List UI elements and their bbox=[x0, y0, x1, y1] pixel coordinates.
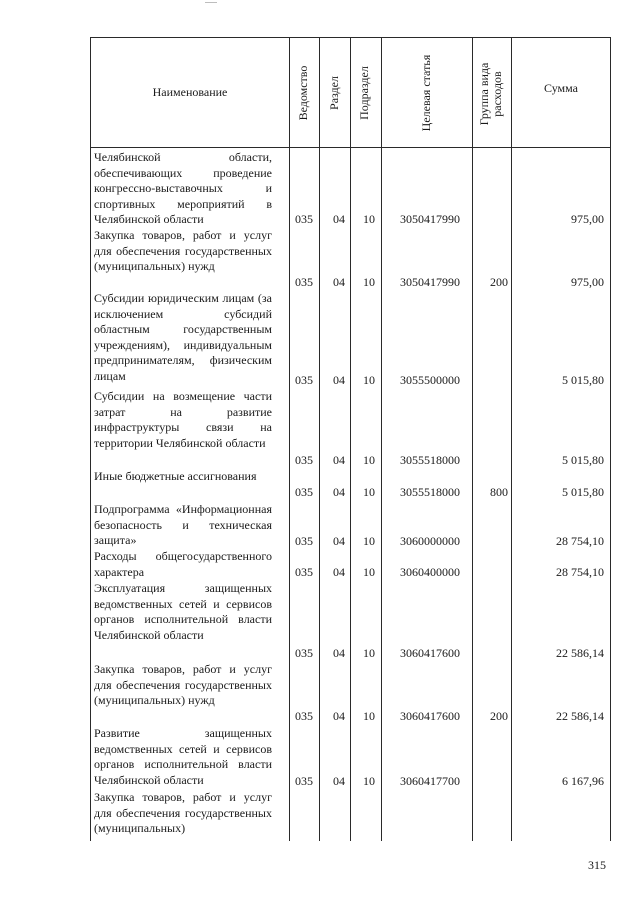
row-ved: 035 bbox=[295, 275, 313, 289]
row-name: Иные бюджетные ассигнования bbox=[94, 469, 257, 483]
row-ved: 035 bbox=[295, 534, 313, 548]
row-name: Подпрограмма «Информационная безопасность и техническая защита» bbox=[94, 502, 272, 548]
row-celevaya: 3055518000 bbox=[400, 453, 460, 467]
row-summa: 975,00 bbox=[571, 275, 604, 289]
row-razdel: 04 bbox=[333, 534, 345, 548]
row-summa: 28 754,10 bbox=[556, 565, 604, 579]
row-name: Закупка товаров, работ и услуг для обеспечения государственных (муниципальных) нужд bbox=[94, 228, 272, 274]
row-podrazdel: 10 bbox=[363, 565, 375, 579]
row-name: Челябинской области, обеспечивающих проведение конгрессно-выставочных и спортивных мероприятий в Челябинской области bbox=[94, 150, 272, 227]
row-name: Субсидии на возмещение части затрат на развитие инфраструктуры связи на территории Челябинской области bbox=[94, 389, 272, 450]
row-ved: 035 bbox=[295, 709, 313, 723]
row-celevaya: 3055500000 bbox=[400, 373, 460, 387]
row-summa: 5 015,80 bbox=[562, 453, 604, 467]
row-podrazdel: 10 bbox=[363, 453, 375, 467]
row-summa: 975,00 bbox=[571, 212, 604, 226]
row-name: Закупка товаров, работ и услуг для обеспечения государственных (муниципальных) bbox=[94, 790, 272, 836]
row-ved: 035 bbox=[295, 453, 313, 467]
header-celevaya: Целевая статья bbox=[419, 54, 433, 132]
row-podrazdel: 10 bbox=[363, 373, 375, 387]
row-celevaya: 3060417600 bbox=[400, 709, 460, 723]
header-podrazdel: Подраздел bbox=[357, 66, 371, 120]
col-border-left bbox=[90, 37, 91, 841]
row-name: Закупка товаров, работ и услуг для обеспечения государственных (муниципальных) нужд bbox=[94, 662, 272, 708]
row-summa: 28 754,10 bbox=[556, 534, 604, 548]
row-podrazdel: 10 bbox=[363, 485, 375, 499]
row-razdel: 04 bbox=[333, 709, 345, 723]
row-ved: 035 bbox=[295, 373, 313, 387]
row-razdel: 04 bbox=[333, 275, 345, 289]
scan-mark bbox=[205, 2, 217, 3]
row-celevaya: 3060000000 bbox=[400, 534, 460, 548]
col-border-right bbox=[610, 37, 611, 841]
header-ved: Ведомство bbox=[296, 65, 310, 121]
row-razdel: 04 bbox=[333, 646, 345, 660]
row-podrazdel: 10 bbox=[363, 774, 375, 788]
row-ved: 035 bbox=[295, 485, 313, 499]
row-gruppa: 800 bbox=[490, 485, 508, 499]
row-podrazdel: 10 bbox=[363, 212, 375, 226]
row-summa: 22 586,14 bbox=[556, 709, 604, 723]
row-gruppa: 200 bbox=[490, 275, 508, 289]
row-name: Развитие защищенных ведомственных сетей и сервисов органов исполнительной власти Челябинской области bbox=[94, 726, 272, 787]
row-razdel: 04 bbox=[333, 212, 345, 226]
row-podrazdel: 10 bbox=[363, 646, 375, 660]
header-gruppa: Группа вида расходов bbox=[477, 62, 504, 126]
row-razdel: 04 bbox=[333, 373, 345, 387]
row-razdel: 04 bbox=[333, 774, 345, 788]
row-name: Субсидии юридическим лицам (за исключением субсидий областным государственным учреждениям), индивидуальным предпринимателям, физическим лицам bbox=[94, 291, 272, 383]
row-celevaya: 3060400000 bbox=[400, 565, 460, 579]
row-summa: 5 015,80 bbox=[562, 485, 604, 499]
row-podrazdel: 10 bbox=[363, 534, 375, 548]
row-name: Эксплуатация защищенных ведомственных сетей и сервисов органов исполнительной власти Челябинской области bbox=[94, 581, 272, 642]
row-celevaya: 3060417600 bbox=[400, 646, 460, 660]
header-razdel: Раздел bbox=[327, 76, 341, 110]
row-ved: 035 bbox=[295, 212, 313, 226]
row-ved: 035 bbox=[295, 646, 313, 660]
row-razdel: 04 bbox=[333, 453, 345, 467]
row-ved: 035 bbox=[295, 565, 313, 579]
row-razdel: 04 bbox=[333, 485, 345, 499]
page-number: 315 bbox=[588, 858, 606, 872]
row-podrazdel: 10 bbox=[363, 275, 375, 289]
row-celevaya: 3050417990 bbox=[400, 212, 460, 226]
col-border-razdel bbox=[319, 37, 320, 841]
header-summa: Сумма bbox=[544, 80, 578, 95]
row-name: Расходы общегосударственного характера bbox=[94, 549, 272, 579]
row-razdel: 04 bbox=[333, 565, 345, 579]
row-gruppa: 200 bbox=[490, 709, 508, 723]
col-border-ved bbox=[289, 37, 290, 841]
row-summa: 5 015,80 bbox=[562, 373, 604, 387]
row-podrazdel: 10 bbox=[363, 709, 375, 723]
row-celevaya: 3050417990 bbox=[400, 275, 460, 289]
row-celevaya: 3060417700 bbox=[400, 774, 460, 788]
row-summa: 6 167,96 bbox=[562, 774, 604, 788]
row-ved: 035 bbox=[295, 774, 313, 788]
row-celevaya: 3055518000 bbox=[400, 485, 460, 499]
header-name: Наименование bbox=[152, 85, 228, 99]
row-summa: 22 586,14 bbox=[556, 646, 604, 660]
